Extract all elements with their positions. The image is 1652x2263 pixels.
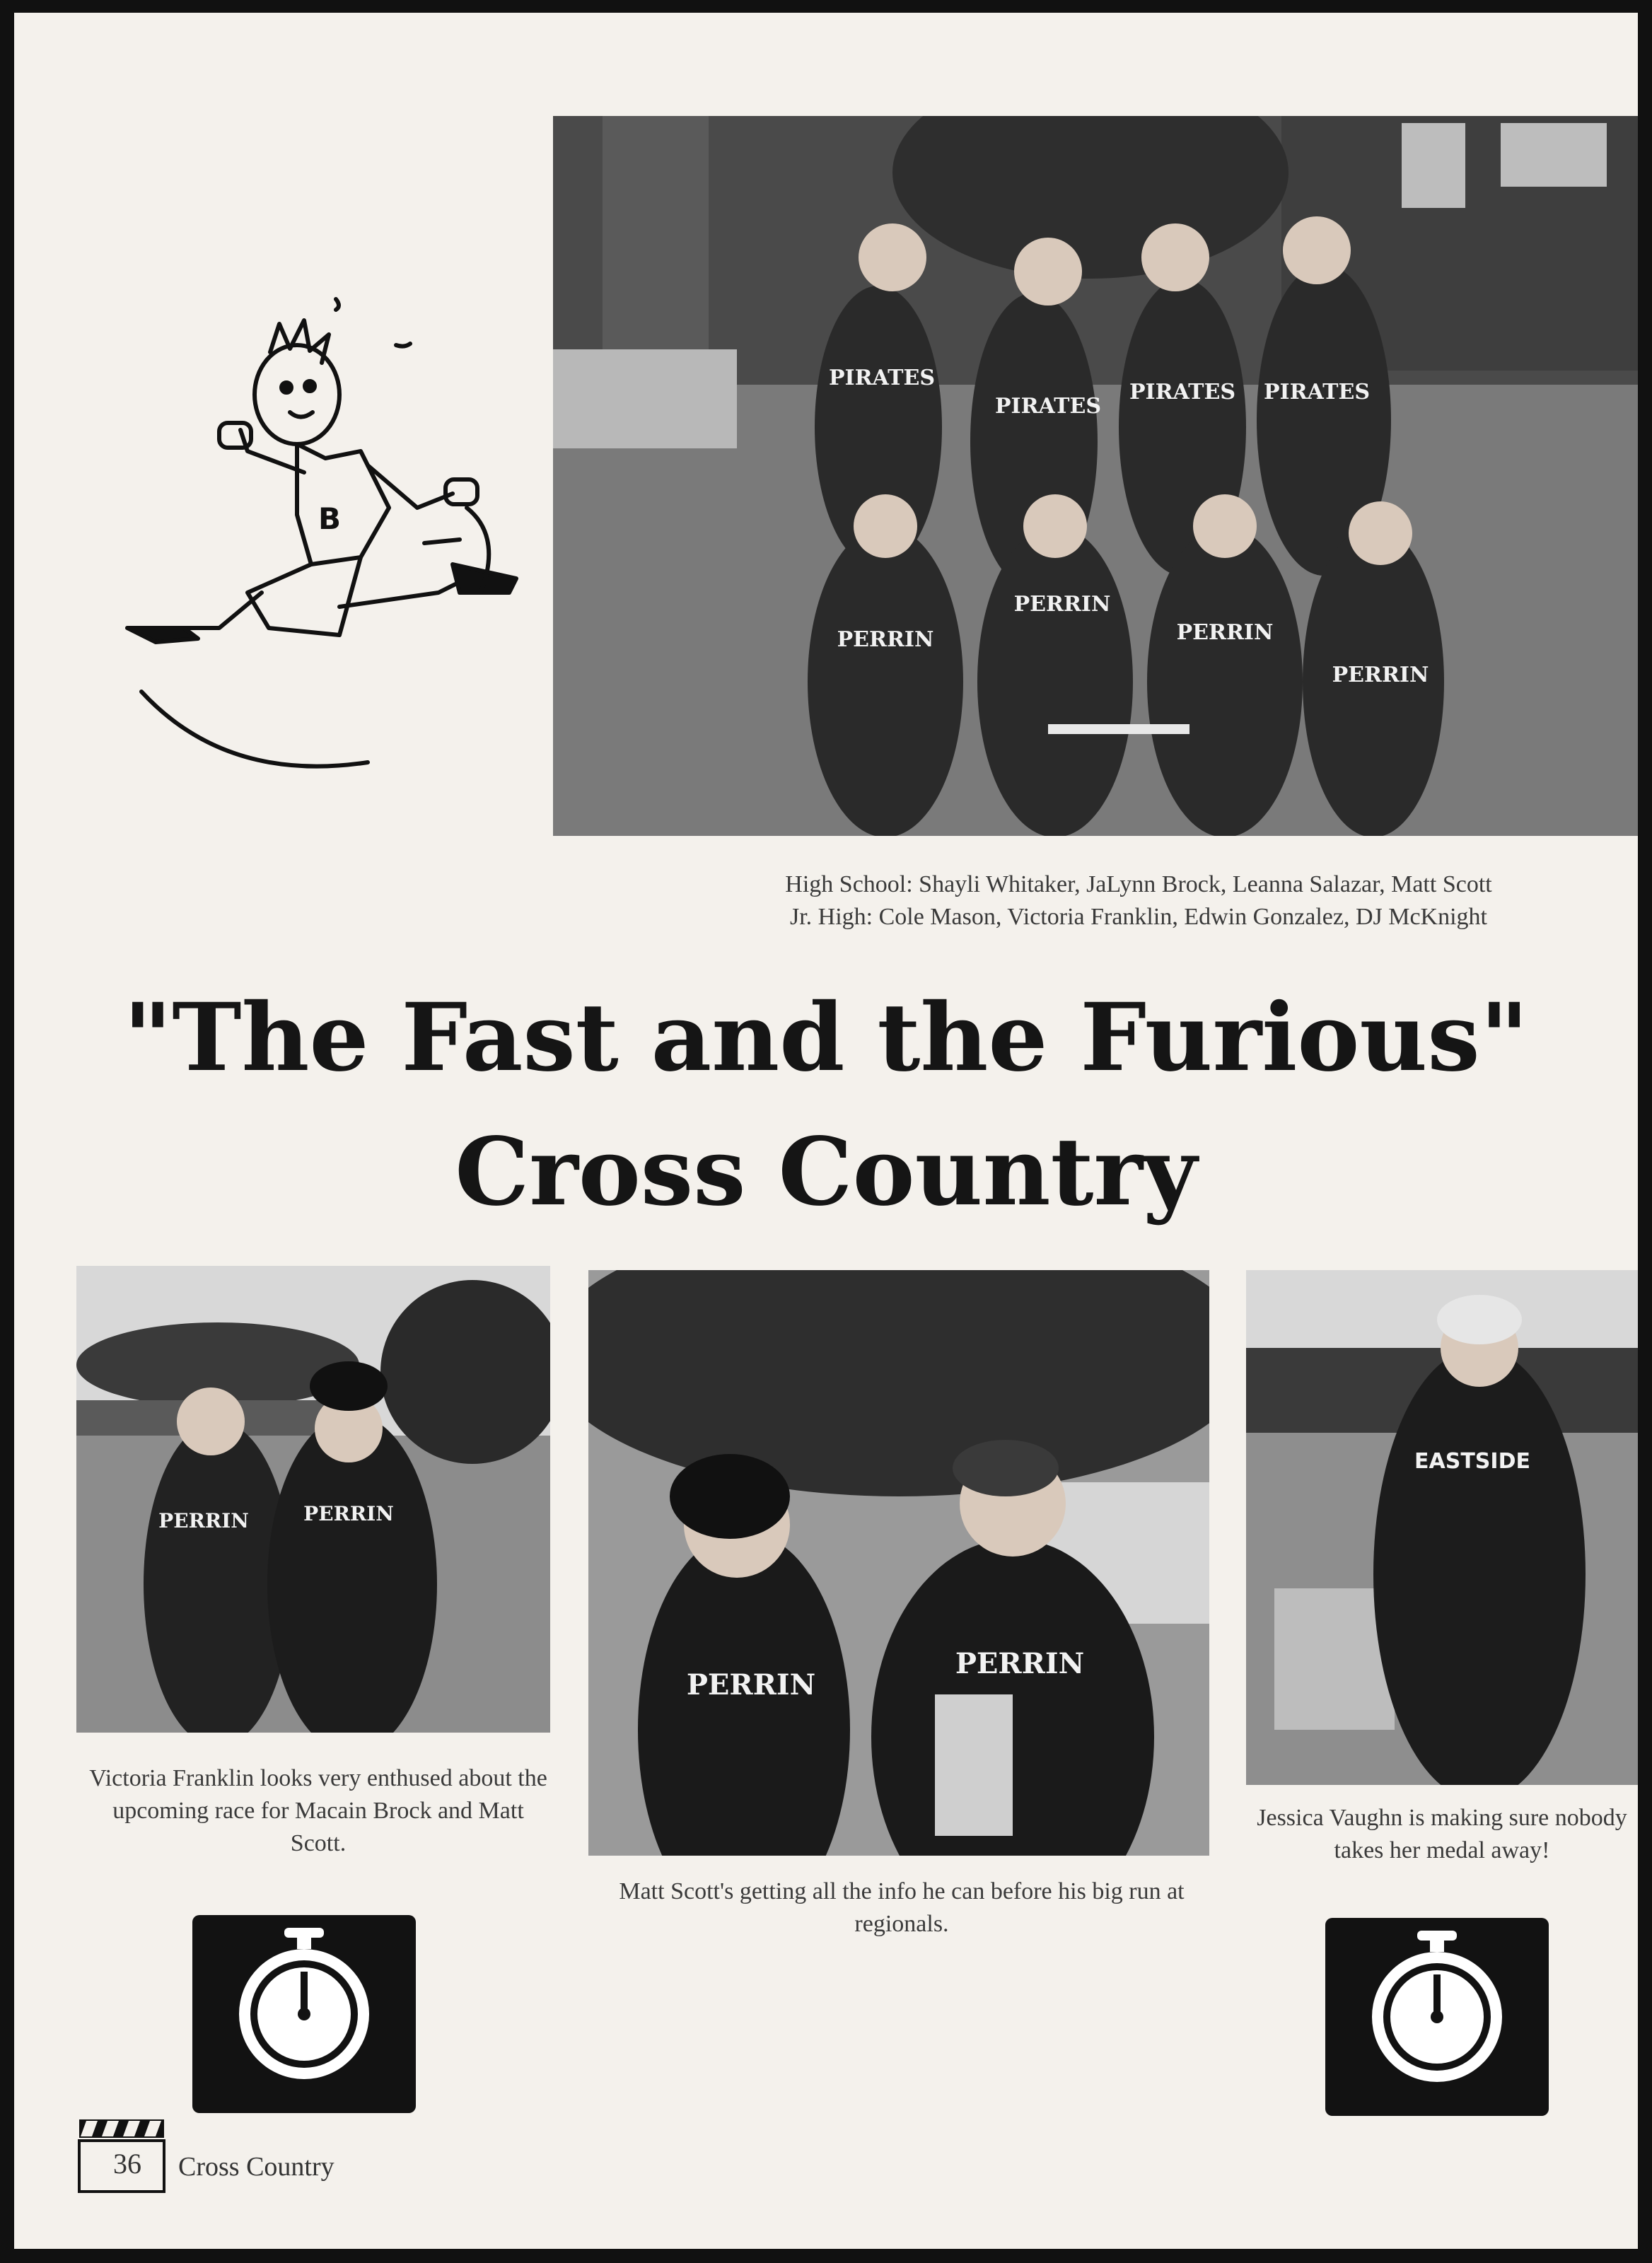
shirt-text: PERRIN — [837, 627, 934, 652]
page-title: "The Fast and the Furious" — [123, 983, 1529, 1093]
stopwatch-icon — [192, 1915, 416, 2113]
shirt-text: PIRATES — [994, 394, 1102, 419]
photo-right — [1246, 1270, 1638, 1785]
photo-left — [76, 1266, 550, 1733]
shirt-text: PERRIN — [158, 1509, 249, 1532]
shirt-text: PERRIN — [686, 1668, 816, 1701]
svg-text:B: B — [318, 501, 342, 536]
shirt-text: PERRIN — [1176, 620, 1274, 645]
section-label: Cross Country — [178, 2152, 335, 2182]
team-photo-caption — [672, 868, 1605, 933]
caption-jr-high: Jr. High: Cole Mason, Victoria Franklin, Edwin Gonzalez, DJ McKnight — [789, 904, 1488, 930]
shirt-text: PERRIN — [303, 1502, 394, 1525]
photo-left-caption: Victoria Franklin looks very enthused about the upcoming race for Macain Brock and Matt Scott. — [89, 1765, 547, 1856]
yearbook-page — [14, 13, 1638, 2249]
page-number: 36 — [113, 2148, 141, 2180]
shirt-text: PERRIN — [955, 1647, 1085, 1680]
page-subtitle: Cross Country — [455, 1117, 1197, 1227]
shirt-text: PERRIN — [1332, 663, 1429, 687]
runner-cartoon-icon — [85, 296, 552, 791]
team-photo — [553, 116, 1638, 836]
shirt-text: PIRATES — [1263, 380, 1371, 405]
shirt-text: PIRATES — [828, 366, 936, 390]
shirt-text: EASTSIDE — [1414, 1449, 1530, 1474]
shirt-text: PERRIN — [1013, 592, 1111, 617]
photo-center-caption: Matt Scott's getting all the info he can before his big run at regionals. — [619, 1878, 1185, 1937]
photo-right-caption: Jessica Vaughn is making sure nobody takes her medal away! — [1257, 1805, 1627, 1863]
photo-center — [588, 1270, 1209, 1856]
caption-high-school: High School: Shayli Whitaker, JaLynn Brock, Leanna Salazar, Matt Scott — [785, 871, 1492, 897]
shirt-text: PIRATES — [1129, 380, 1236, 405]
stopwatch-icon — [1325, 1918, 1549, 2116]
